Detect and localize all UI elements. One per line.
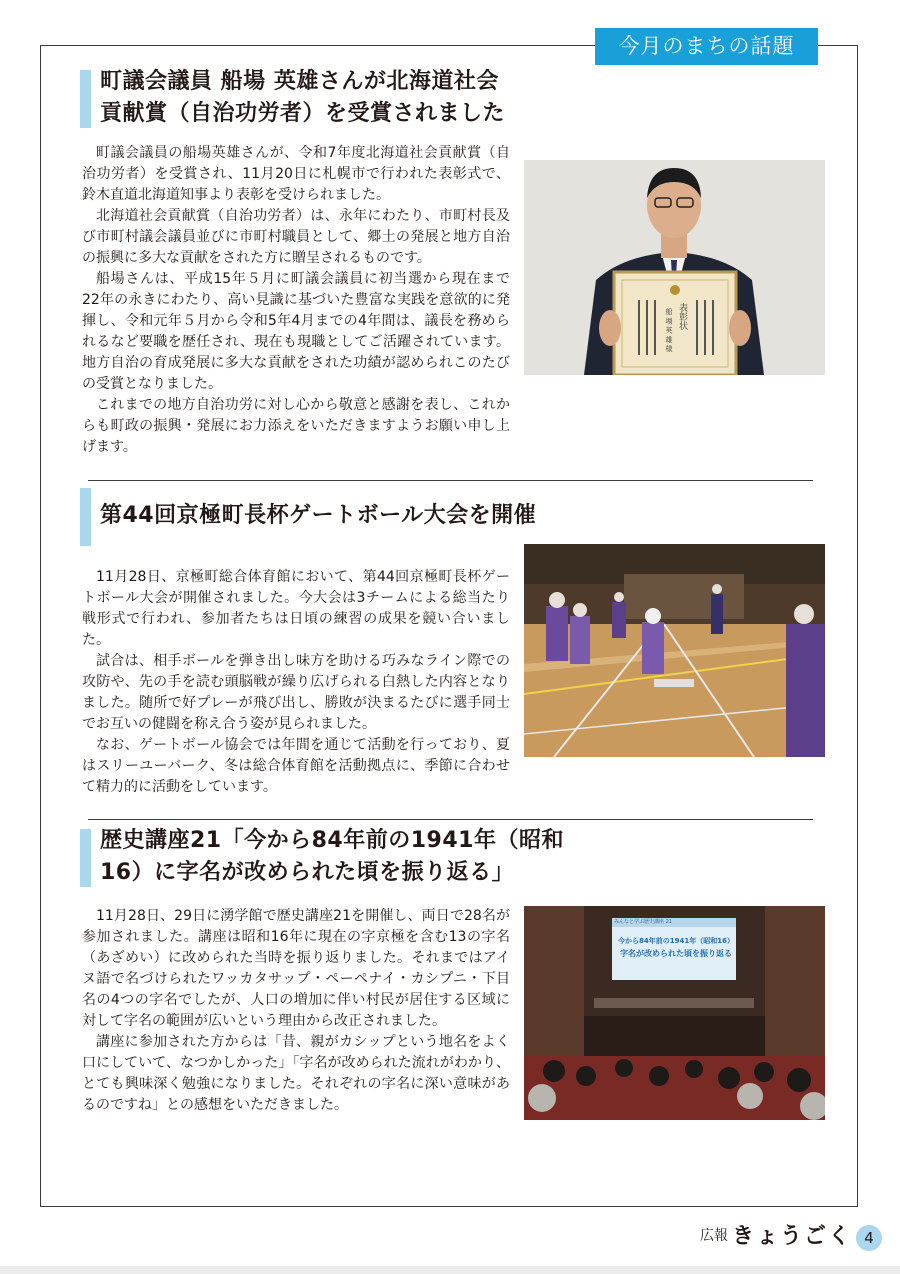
certificate-title: 表彰状 [677, 303, 687, 330]
heading-line: 歴史講座21「今から84年前の1941年（昭和 [100, 828, 564, 853]
paragraph: なお、ゲートボール協会では年間を通じて活動を行っており、夏はスリーユーバーク、冬は総合体育館を活動拠点に、季節に合わせて精力的に活動をしています。 [82, 737, 510, 795]
heading-accent-bar [80, 70, 91, 128]
footer-brand: きょうごく [732, 1223, 853, 1249]
heading-line: 第44回京極町長杯ゲートボール大会を開催 [100, 503, 537, 528]
section-divider [88, 480, 813, 481]
paragraph: これまでの地方自治功労に対し心から敬意と感謝を表し、これからも町政の振興・発展にお力添えをいただきますようお願い申し上げます。 [82, 397, 510, 455]
certificate-name: 船 場 英 雄 様 [665, 308, 673, 352]
heading-accent-bar [80, 829, 91, 887]
footer-label: 広報 [700, 1228, 728, 1244]
paragraph: 11月28日、京極町総合体育館において、第44回京極町長杯ゲートボール大会が開催されました。今大会は3チームによる総当たり戦形式で行われ、参加者たちは日頃の練習の成果を競い合いました。 [82, 569, 510, 648]
gateball-photo [524, 544, 825, 757]
award-photo [524, 160, 825, 375]
article1-body [82, 143, 510, 458]
paragraph: 試合は、相手ボールを弾き出し味方を助ける巧みなライン際での攻防や、先の手を読む頭脳戦が繰り広げられる白熱した内容となりました。随所で好プレーが飛び出し、勝敗が決まるたびに選手同士でお互いの健闘を称え合う姿が見られました。 [82, 653, 510, 732]
section-tag: 今月のまちの話題 [595, 28, 818, 65]
paragraph: 講座に参加された方からは「昔、親がカシップという地名をよく口にしていて、なつかしかった」「字名が改められた流れがわかり、とても興味深く勉強になりました。それぞれの字名に深い意味があるのですね」との感想をいただきました。 [82, 1034, 510, 1113]
article3-heading [100, 825, 564, 889]
paragraph: 北海道社会貢献賞（自治功労者）は、永年にわたり、市町村長及び市町村議会議員並びに市町村職員として、郷土の発展と地方自治の振興に多大な貢献をされた方に贈呈されるものです。 [82, 208, 510, 266]
article2-heading [100, 500, 536, 532]
heading-line: 16）に字名が改められた頃を振り返る」 [100, 860, 515, 885]
page-number: 4 [856, 1225, 882, 1251]
bottom-rule [0, 1266, 900, 1274]
paragraph: 船場さんは、平成15年５月に町議会議員に初当選から現在まで 22年の永きにわたり、高い見識に基づいた豊富な実践を意欲的に発揮し、令和元年５月から令和5年4月までの4年間は、議長を務められるなど要職を歴任され、現在も現職としてご活躍されています。地方自治の育成発展に多大な貢献をされた功績が認められこのたびの受賞となりました。 [82, 271, 510, 392]
article3-body [82, 906, 510, 1116]
heading-line: 貢献賞（自治功労者）を受賞されました [100, 101, 506, 126]
paragraph: 11月28日、29日に湧学館で歴史講座21を開催し、両日で28名が参加されました。講座は昭和16年に現在の字京極を含む13の字名（あざめい）に改められた当時を振り返りました。それまではアイヌ語で名づけられたワッカタサップ・ペーペナイ・カシプニ・下目名の4つの字名でしたが、人口の増加に伴い村民が居住する区域に対して字名の範囲が広いという理由から改正されました。 [82, 908, 510, 1029]
article1-heading [100, 66, 505, 130]
lecture-photo [524, 906, 825, 1120]
section-divider [88, 819, 813, 820]
heading-line: 町議会議員 船場 英雄さんが北海道社会 [100, 69, 499, 94]
paragraph: 町議会議員の船場英雄さんが、令和7年度北海道社会貢献賞（自治功労者）を受賞され、11月20日に札幌市で行われた表彰式で、鈴木直道北海道知事より表彰を受けられました。 [82, 145, 510, 203]
slide-subtitle: 字名が改められた頃を振り返る [620, 949, 732, 958]
heading-accent-bar [80, 488, 91, 546]
article2-body [82, 567, 510, 798]
slide-tag: みんなと学ぶ歴史講座 21 [614, 919, 672, 925]
slide-title: 今から84年前の1941年（昭和16） [618, 937, 734, 945]
